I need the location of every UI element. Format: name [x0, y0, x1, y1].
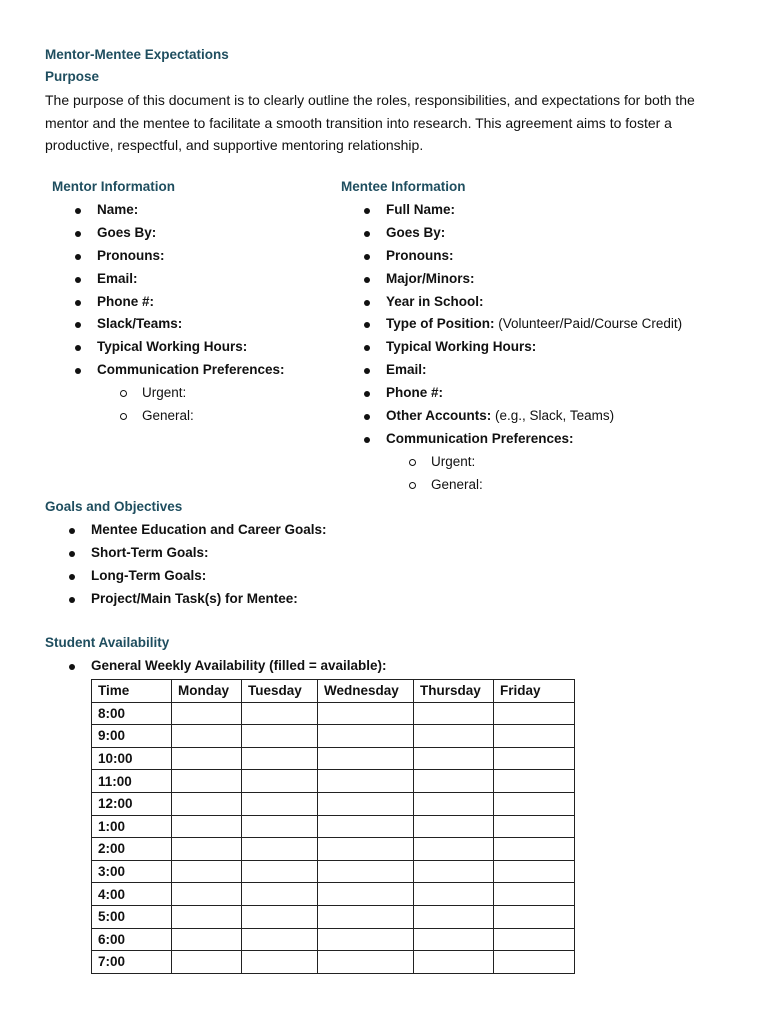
availability-cell[interactable] [172, 951, 242, 974]
availability-cell[interactable] [172, 792, 242, 815]
column-header: Time [92, 680, 172, 703]
field-label: Email: [97, 270, 138, 286]
availability-cell[interactable] [414, 815, 494, 838]
availability-cell[interactable] [414, 747, 494, 770]
column-header: Friday [494, 680, 575, 703]
availability-cell[interactable] [414, 725, 494, 748]
availability-cell[interactable] [494, 815, 575, 838]
availability-cell[interactable] [318, 951, 414, 974]
sub-list-item: Urgent: [386, 451, 682, 474]
table-row [92, 838, 575, 861]
field-label: Phone #: [97, 293, 155, 309]
field-label: Pronouns: [97, 247, 165, 263]
list-item [386, 428, 682, 451]
field-label: Type of Position: [386, 316, 495, 332]
availability-cell[interactable] [242, 838, 318, 861]
field-label: Goes By: [97, 224, 157, 240]
list-item [386, 222, 682, 245]
table-row [92, 951, 575, 974]
table-header-row [92, 680, 575, 703]
time-cell: 1:00 [92, 815, 172, 838]
availability-cell[interactable] [318, 905, 414, 928]
availability-heading: Student Availability [45, 635, 170, 650]
availability-cell[interactable] [318, 792, 414, 815]
table-row [92, 815, 575, 838]
time-cell: 7:00 [92, 951, 172, 974]
availability-cell[interactable] [494, 838, 575, 861]
mentee-info-heading: Mentee Information [341, 179, 466, 194]
availability-cell[interactable] [414, 702, 494, 725]
availability-cell[interactable] [172, 928, 242, 951]
time-cell: 8:00 [92, 702, 172, 725]
list-item [97, 336, 285, 359]
field-label: Email: [386, 362, 427, 378]
availability-cell[interactable] [172, 747, 242, 770]
list-item [97, 245, 285, 268]
availability-cell[interactable] [172, 815, 242, 838]
list-item [97, 268, 285, 291]
list-item [97, 313, 285, 336]
list-item [386, 313, 682, 336]
list-item [97, 359, 285, 382]
availability-cell[interactable] [242, 702, 318, 725]
list-item [97, 199, 285, 222]
availability-cell[interactable] [242, 725, 318, 748]
availability-cell[interactable] [414, 838, 494, 861]
availability-cell[interactable] [242, 792, 318, 815]
field-note: (Volunteer/Paid/Course Credit) [498, 316, 683, 332]
availability-cell[interactable] [414, 792, 494, 815]
time-cell: 6:00 [92, 928, 172, 951]
availability-cell[interactable] [494, 951, 575, 974]
availability-cell[interactable] [494, 905, 575, 928]
availability-cell[interactable] [318, 860, 414, 883]
field-label: Phone #: [386, 385, 444, 401]
availability-cell[interactable] [318, 928, 414, 951]
availability-cell[interactable] [172, 770, 242, 793]
purpose-paragraph: The purpose of this document is to clearly outline the roles, responsibilities, and expectations for both the mentor and the mentee to facilitate a smooth transition into research. This agreement aims to foster a productive, respectful, and supportive mentoring relationship. [45, 92, 695, 153]
field-label: Communication Preferences: [97, 362, 285, 378]
time-cell: 3:00 [92, 860, 172, 883]
availability-cell[interactable] [242, 883, 318, 906]
list-item [97, 222, 285, 245]
availability-cell[interactable] [172, 905, 242, 928]
availability-cell[interactable] [494, 883, 575, 906]
table-row [92, 702, 575, 725]
field-label: Year in School: [386, 293, 484, 309]
availability-cell[interactable] [414, 860, 494, 883]
sub-list-item: General: [386, 474, 682, 497]
availability-cell[interactable] [318, 770, 414, 793]
list-item [386, 199, 682, 222]
table-row [92, 792, 575, 815]
availability-cell[interactable] [172, 725, 242, 748]
availability-cell[interactable] [242, 905, 318, 928]
list-item: Project/Main Task(s) for Mentee: [91, 588, 327, 611]
availability-cell[interactable] [494, 928, 575, 951]
field-label: Typical Working Hours: [97, 339, 248, 355]
availability-cell[interactable] [242, 747, 318, 770]
availability-cell[interactable] [318, 838, 414, 861]
table-row [92, 883, 575, 906]
field-label: Communication Preferences: [386, 430, 574, 446]
column-header: Thursday [414, 680, 494, 703]
list-item: Long-Term Goals: [91, 565, 327, 588]
availability-cell[interactable] [494, 725, 575, 748]
column-header: Monday [172, 680, 242, 703]
field-label: Slack/Teams: [97, 316, 183, 332]
availability-cell[interactable] [414, 928, 494, 951]
time-cell: 10:00 [92, 747, 172, 770]
availability-cell[interactable] [494, 792, 575, 815]
availability-list [91, 655, 387, 678]
list-item [97, 291, 285, 314]
time-cell: 4:00 [92, 883, 172, 906]
list-item [386, 359, 682, 382]
table-row [92, 928, 575, 951]
goals-list [91, 519, 327, 611]
availability-cell[interactable] [242, 770, 318, 793]
availability-cell[interactable] [242, 928, 318, 951]
sub-list-item: Urgent: [97, 382, 285, 405]
table-row [92, 725, 575, 748]
availability-cell[interactable] [318, 702, 414, 725]
time-cell: 12:00 [92, 792, 172, 815]
document-title: Mentor-Mentee Expectations [45, 47, 229, 62]
time-cell: 9:00 [92, 725, 172, 748]
field-label: Typical Working Hours: [386, 339, 537, 355]
availability-cell[interactable] [172, 702, 242, 725]
mentor-info-heading: Mentor Information [52, 179, 175, 194]
availability-cell[interactable] [172, 883, 242, 906]
column-header: Wednesday [318, 680, 414, 703]
field-label: Other Accounts: [386, 408, 492, 424]
availability-cell[interactable] [494, 860, 575, 883]
table-row [92, 747, 575, 770]
availability-cell[interactable] [494, 747, 575, 770]
list-item [386, 291, 682, 314]
availability-cell[interactable] [172, 860, 242, 883]
availability-cell[interactable] [318, 747, 414, 770]
availability-cell[interactable] [414, 951, 494, 974]
availability-cell[interactable] [242, 951, 318, 974]
sub-list-item: General: [97, 405, 285, 428]
availability-cell[interactable] [494, 770, 575, 793]
field-label: Name: [97, 202, 139, 217]
availability-cell[interactable] [414, 905, 494, 928]
table-row [92, 905, 575, 928]
field-label: Goes By: [386, 224, 446, 240]
availability-cell[interactable] [318, 725, 414, 748]
time-cell: 5:00 [92, 905, 172, 928]
list-item [386, 382, 682, 405]
availability-cell[interactable] [414, 770, 494, 793]
mentor-info-list [97, 199, 285, 428]
list-item: Short-Term Goals: [91, 542, 327, 565]
list-item [386, 336, 682, 359]
field-label: Major/Minors: [386, 270, 475, 286]
mentee-info-list [386, 199, 682, 497]
availability-cell[interactable] [172, 838, 242, 861]
purpose-heading: Purpose [45, 69, 100, 84]
field-note: (e.g., Slack, Teams) [495, 408, 615, 424]
list-item [386, 245, 682, 268]
list-item: Mentee Education and Career Goals: [91, 519, 327, 542]
field-label: Pronouns: [386, 247, 454, 263]
field-label: Full Name: [386, 202, 456, 217]
availability-table [91, 679, 575, 974]
table-row [92, 860, 575, 883]
time-cell: 11:00 [92, 770, 172, 793]
availability-cell[interactable] [242, 815, 318, 838]
availability-cell[interactable] [318, 883, 414, 906]
availability-cell[interactable] [494, 702, 575, 725]
list-item [386, 405, 682, 428]
list-item [386, 268, 682, 291]
availability-cell[interactable] [414, 883, 494, 906]
availability-cell[interactable] [242, 860, 318, 883]
column-header: Tuesday [242, 680, 318, 703]
table-row [92, 770, 575, 793]
availability-cell[interactable] [318, 815, 414, 838]
time-cell: 2:00 [92, 838, 172, 861]
list-item: General Weekly Availability (filled = available): [91, 655, 387, 678]
goals-heading: Goals and Objectives [45, 499, 183, 514]
